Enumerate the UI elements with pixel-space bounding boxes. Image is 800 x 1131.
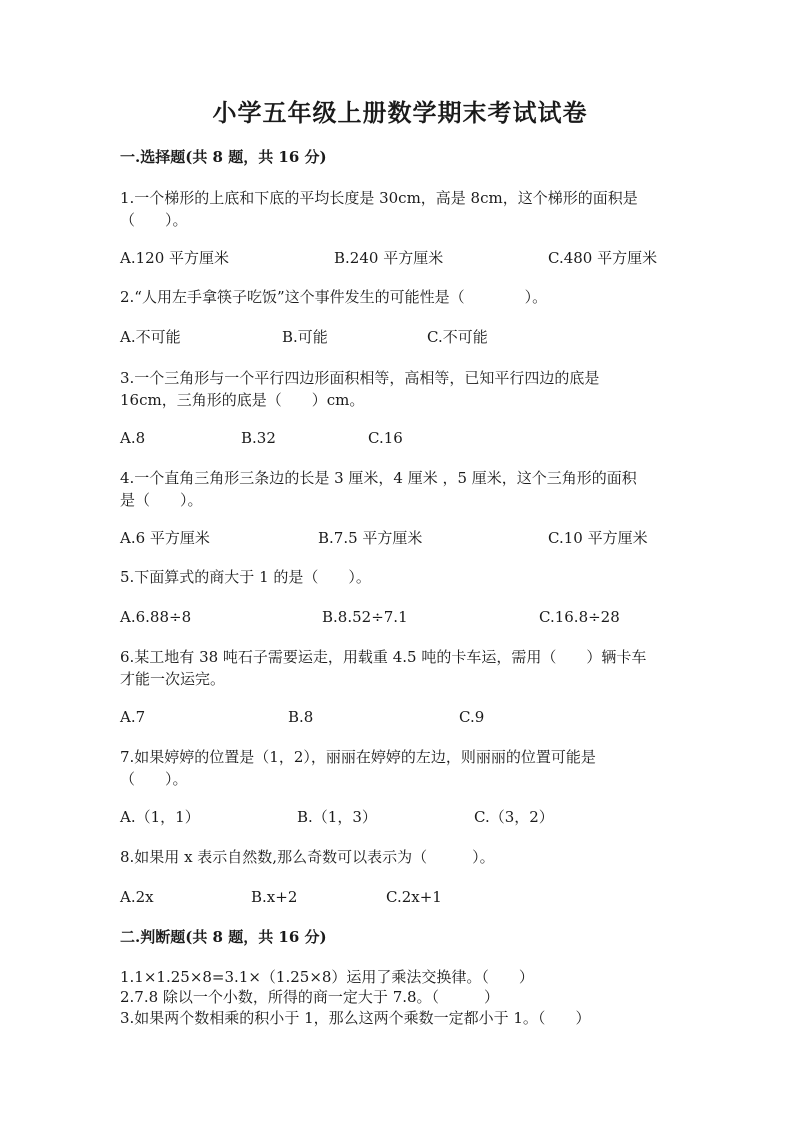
question-4-options bbox=[120, 527, 680, 549]
question-4-line-1: 4.一个直角三角形三条边的长是 3 厘米，4 厘米 ，5 厘米，这个三角形的面积 bbox=[120, 469, 637, 487]
question-1-option-c: C.480 平方厘米 bbox=[548, 249, 658, 267]
question-6-option-c: C.9 bbox=[459, 708, 485, 726]
question-7-options bbox=[120, 806, 680, 828]
question-8-line-1: 8.如果用 x 表示自然数,那么奇数可以表示为（ ）。 bbox=[120, 848, 495, 866]
question-2-options bbox=[120, 326, 680, 348]
question-3-line-1: 3.一个三角形与一个平行四边形面积相等，高相等，已知平行四边的底是 bbox=[120, 369, 600, 387]
section-2-heading: 二.判断题(共 8 题，共 16 分) bbox=[120, 928, 327, 946]
question-2-option-c: C.不可能 bbox=[427, 328, 488, 346]
question-5-option-a: A.6.88÷8 bbox=[120, 608, 192, 626]
question-6-options bbox=[120, 706, 680, 728]
question-7-line-1: 7.如果婷婷的位置是（1，2），丽丽在婷婷的左边，则丽丽的位置可能是 bbox=[120, 748, 596, 766]
page-title: 小学五年级上册数学期末考试试卷 bbox=[212, 98, 588, 127]
question-6-line-1: 6.某工地有 38 吨石子需要运走，用载重 4.5 吨的卡车运，需用（ ）辆卡车 bbox=[120, 648, 647, 666]
question-5-options bbox=[120, 606, 680, 628]
question-1-line-1: 1.一个梯形的上底和下底的平均长度是 30cm，高是 8cm，这个梯形的面积是 bbox=[120, 189, 638, 207]
question-4-option-b: B.7.5 平方厘米 bbox=[318, 529, 423, 547]
question-6-line-2: 才能一次运完。 bbox=[120, 670, 226, 688]
question-1-line-2: （ ）。 bbox=[120, 211, 188, 229]
question-1-option-b: B.240 平方厘米 bbox=[334, 249, 444, 267]
question-5-option-b: B.8.52÷7.1 bbox=[322, 608, 408, 626]
question-3 bbox=[120, 367, 680, 411]
question-2-option-a: A.不可能 bbox=[120, 328, 181, 346]
question-5-option-c: C.16.8÷28 bbox=[539, 608, 620, 626]
question-4-option-a: A.6 平方厘米 bbox=[120, 529, 210, 547]
question-7-option-a: A.（1，1） bbox=[120, 808, 200, 826]
question-3-line-2: 16cm，三角形的底是（ ）cm。 bbox=[120, 391, 365, 409]
question-2-option-b: B.可能 bbox=[282, 328, 328, 346]
question-3-option-c: C.16 bbox=[368, 429, 403, 447]
question-5 bbox=[120, 566, 680, 588]
question-8-option-b: B.x+2 bbox=[251, 888, 298, 906]
question-4-line-2: 是（ ）。 bbox=[120, 491, 203, 509]
question-1-options bbox=[120, 247, 680, 269]
question-1 bbox=[120, 187, 680, 231]
question-8-options bbox=[120, 886, 680, 908]
judge-item-1: 1.1×1.25×8=3.1×（1.25×8）运用了乘法交换律。（ ） bbox=[120, 968, 534, 986]
question-7-option-b: B.（1，3） bbox=[297, 808, 377, 826]
question-3-options bbox=[120, 427, 680, 449]
question-6 bbox=[120, 646, 680, 690]
question-8-option-a: A.2x bbox=[120, 888, 154, 906]
question-8-option-c: C.2x+1 bbox=[386, 888, 442, 906]
question-3-option-a: A.8 bbox=[120, 429, 146, 447]
question-3-option-b: B.32 bbox=[241, 429, 276, 447]
question-5-line-1: 5.下面算式的商大于 1 的是（ ）。 bbox=[120, 568, 371, 586]
section-1-heading: 一.选择题(共 8 题，共 16 分) bbox=[120, 148, 327, 166]
question-4 bbox=[120, 467, 680, 511]
question-8 bbox=[120, 846, 680, 868]
question-1-option-a: A.120 平方厘米 bbox=[120, 249, 229, 267]
question-6-option-b: B.8 bbox=[288, 708, 314, 726]
question-7-option-c: C.（3，2） bbox=[474, 808, 554, 826]
judge-item-2: 2.7.8 除以一个小数，所得的商一定大于 7.8。（ ） bbox=[120, 988, 500, 1006]
question-2 bbox=[120, 286, 680, 308]
question-4-option-c: C.10 平方厘米 bbox=[548, 529, 648, 547]
question-7 bbox=[120, 746, 680, 790]
question-7-line-2: （ ）。 bbox=[120, 770, 188, 788]
question-6-option-a: A.7 bbox=[120, 708, 146, 726]
judge-item-3: 3.如果两个数相乘的积小于 1，那么这两个乘数一定都小于 1。（ ） bbox=[120, 1009, 591, 1027]
question-2-line-1: 2.“人用左手拿筷子吃饭”这个事件发生的可能性是（ ）。 bbox=[120, 288, 548, 306]
